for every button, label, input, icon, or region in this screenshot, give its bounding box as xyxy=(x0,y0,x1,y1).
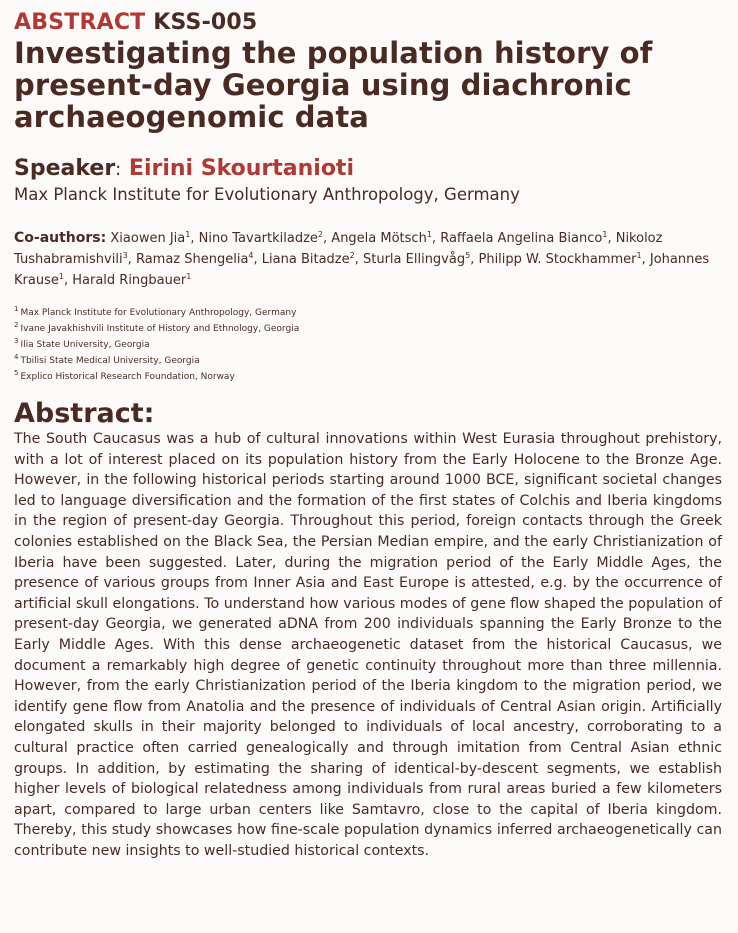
coauthor-list: Xiaowen Jia$^1$, Nino Tavartkiladze$^2$, Angela Mötsch$^1$, Raffaela Angelina Bianco$^1$, Nikoloz Tushabramishvili$^3$, Ramaz Shengelia$^4$, Liana Bitadze$^2$, Sturla Ellingvåg$^5$, Philipp W. Stockhammer$^1$, Johannes Krause$^1$, Harald Ringbauer$^1$ xyxy=(14,230,710,288)
coauthor-name: Nikoloz Tushabramishvili xyxy=(14,231,663,267)
coauthor xyxy=(199,231,323,246)
coauthor-affiliation-number: 1 xyxy=(426,230,432,239)
speaker-line xyxy=(14,155,724,184)
coauthor-affiliation-number: 1 xyxy=(58,272,64,281)
coauthor xyxy=(110,231,190,246)
affiliation-number: 4 xyxy=(14,353,19,361)
affiliation-text: Ivane Javakhishvili Institute of History and Ethnology, Georgia xyxy=(20,324,300,334)
coauthor-affiliation-number: 2 xyxy=(317,230,324,239)
speaker-affiliation: Max Planck Institute for Evolutionary Anthropology, Germany xyxy=(14,185,520,204)
affiliation-item xyxy=(14,369,724,385)
coauthor-name: Xiaowen Jia xyxy=(110,231,186,246)
abstract-code: KSS-005 xyxy=(153,10,258,35)
coauthor-name: Raffaela Angelina Bianco xyxy=(440,231,603,246)
affiliation-text: Ilia State University, Georgia xyxy=(20,340,150,350)
coauthor-name: Philipp W. Stockhammer xyxy=(478,252,637,267)
abstract-label: ABSTRACT xyxy=(14,10,146,35)
affiliation-item xyxy=(14,353,724,369)
coauthor-name: Nino Tavartkiladze xyxy=(198,231,318,246)
coauthor xyxy=(363,252,470,267)
affiliation-number: 3 xyxy=(14,337,19,345)
affiliation-number: 5 xyxy=(14,369,19,377)
abstract-body: The South Caucasus was a hub of cultural innovations within West Eurasia throughout prehistory, with a lot of interest placed on its population history from the Early Holocene to the Bronze Age. However, in the following historical periods starting around 1000 BCE, significant societal changes led to language diversification and the formation of the first states of Colchis and Iberia kingdoms in the region of present-day Georgia. Throughout this period, foreign contacts through the Greek colonies established on the Black Sea, the Persian Median empire, and the early Christianization of Iberia have been suggested. Later, during the migration period of the Early Middle Ages, the presence of various groups from Inner Asia and East Europe is attested, e.g. by the occurrence of artificial skull elongations. To understand how various modes of gene flow shaped the population of present-day Georgia, we generated aDNA from 200 individuals spanning the Early Bronze to the Early Middle Ages. With this dense archaeogenetic dataset from the historical Caucasus, we document a remarkably high degree of genetic continuity throughout more than three millennia. However, from the early Christianization period of the Iberia kingdom to the migration period, we identify gene flow from Anatolia and the presence of individuals of Central Asian origin. Artificially elongated skulls in their majority belonged to individuals of local ancestry, corroborating to a cultural practice often carried genealogically and through imitation from Central Asian ethnic groups. In addition, by estimating the sharing of identical-by-descent segments, we establish higher levels of biological relatedness among individuals from rural areas buried a few kilometers apart, compared to large urban centers like Samtavro, close to the capital of Iberia kingdom. Thereby, this study showcases how fine-scale population dynamics inferred archaeogenetically can contribute new insights to well-studied historical contexts. xyxy=(14,431,722,859)
coauthors-block xyxy=(14,228,724,291)
coauthor xyxy=(478,252,641,267)
affiliation-text: Tbilisi State Medical University, Georgia xyxy=(20,356,200,366)
coauthor-name: Sturla Ellingvåg xyxy=(363,252,466,267)
affiliation-text: Max Planck Institute for Evolutionary Anthropology, Germany xyxy=(20,308,297,318)
affiliation-item xyxy=(14,305,724,321)
coauthor-affiliation-number: 2 xyxy=(349,251,355,260)
affiliation-item xyxy=(14,337,724,353)
affiliation-list xyxy=(14,305,724,385)
coauthor-affiliation-number: 1 xyxy=(186,272,192,281)
affiliation-text: Explico Historical Research Foundation, Norway xyxy=(20,372,235,382)
coauthor-name: Harald Ringbauer xyxy=(72,273,187,288)
coauthor-name: Johannes Krause xyxy=(14,252,710,288)
coauthors-label: Co-authors: xyxy=(14,230,107,246)
coauthor xyxy=(440,231,607,246)
coauthor xyxy=(331,231,432,246)
coauthor xyxy=(72,273,191,288)
coauthor xyxy=(262,252,355,267)
coauthor-affiliation-number: 1 xyxy=(185,230,191,239)
coauthor-name: Angela Mötsch xyxy=(331,231,427,246)
abstract-heading: Abstract: xyxy=(14,398,155,429)
affiliation-number: 1 xyxy=(14,305,19,313)
coauthor-affiliation-number: 1 xyxy=(602,230,608,239)
speaker-label: Speaker xyxy=(14,156,116,181)
coauthor-affiliation-number: 5 xyxy=(465,251,471,260)
coauthor-affiliation-number: 4 xyxy=(248,251,254,260)
coauthor xyxy=(136,252,254,267)
coauthor-affiliation-number: 1 xyxy=(636,251,642,260)
coauthor-affiliation-number: 3 xyxy=(122,251,128,260)
speaker-colon: : xyxy=(115,159,122,180)
affiliation-item xyxy=(14,321,724,337)
abstract-id-line xyxy=(14,10,724,36)
coauthor-name: Ramaz Shengelia xyxy=(135,252,249,267)
coauthor-name: Liana Bitadze xyxy=(261,252,350,267)
page-title: Investigating the population history of present-day Georgia using diachronic archaeogenomic data xyxy=(14,36,653,134)
speaker-name: Eirini Skourtanioti xyxy=(128,156,354,181)
affiliation-number: 2 xyxy=(14,321,19,329)
